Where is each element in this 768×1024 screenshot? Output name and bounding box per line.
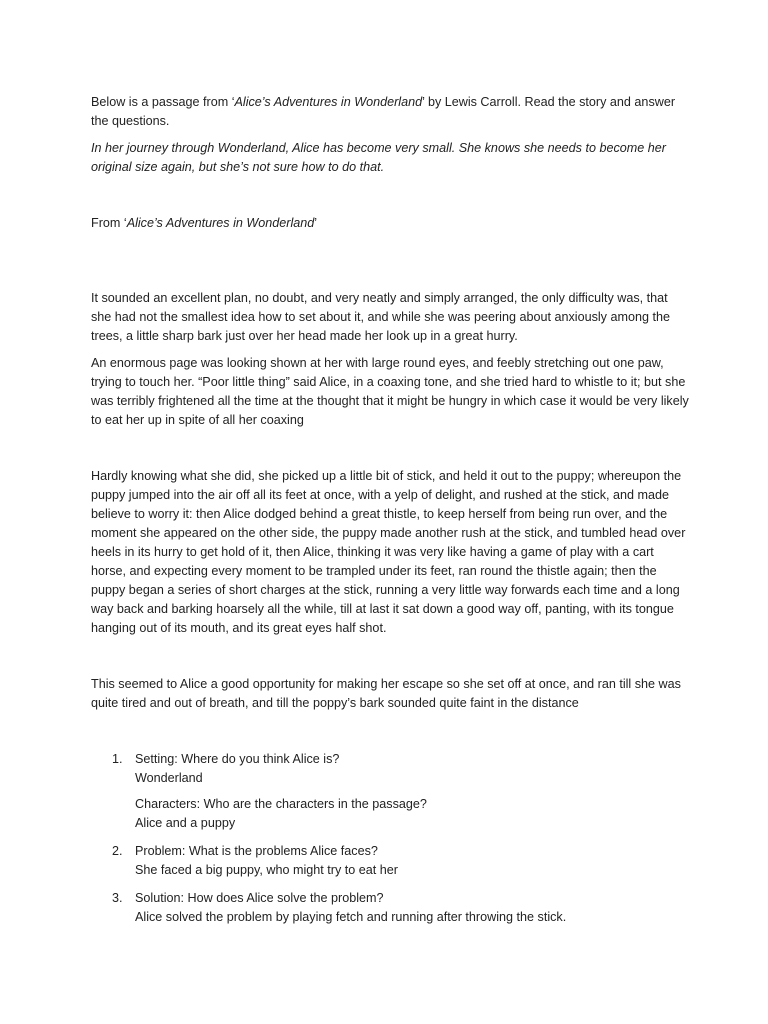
question-text: Solution: How does Alice solve the problem? — [135, 891, 384, 905]
answer-text: Wonderland — [135, 771, 203, 785]
question-text: Problem: What is the problems Alice faces? — [135, 844, 378, 858]
question-item-solution — [91, 889, 691, 927]
intro-suffix: ’ by Lewis Carroll. Read the story and answer the questions. — [91, 95, 676, 128]
question-item-problem — [91, 842, 691, 880]
from-suffix: ’ — [314, 216, 318, 230]
passage-paragraph-3: Hardly knowing what she did, she picked up a little bit of stick, and held it out to the puppy; whereupon the puppy jumped into the air off all its feet at once, with a yelp of delight, and rushed at the stick, and made believe to worry it: then Alice dodged behind a great thistle, to keep herself from being run over, and the moment she appeared on the other side, the puppy made another rush at the stick, and tumbled head over heels in its hurry to get hold of it, then Alice, thinking it was very like having a game of play with a cart horse, and expecting every moment to be trampled under its feet, ran round the thistle again; then the puppy began a series of short charges at the stick, running a very little way forwards each time and a long way back and barking hoarsely all the while, till at last it sat down a good way off, panting, with its tongue hanging out of its mouth, and its great eyes half shot. — [91, 469, 686, 635]
intro-paragraph — [91, 93, 691, 131]
passage-paragraph-4: This seemed to Alice a good opportunity for making her escape so she set off at once, and ran till she was quite tired and out of breath, and till the poppy’s bark sounded quite faint in the distance — [91, 677, 681, 710]
question-item-setting — [91, 750, 691, 788]
passage-paragraph-2: An enormous page was looking shown at her with large round eyes, and feebly stretching out one paw, trying to touch her. “Poor little thing” said Alice, in a coaxing tone, and she tried hard to whistle to it; but she was terribly frightened all the time at the thought that it might be hungry in which case it would be very likely to eat her up in spite of all her coaxing — [91, 356, 689, 427]
question-text: Setting: Where do you think Alice is? — [135, 752, 340, 766]
answer-text: Alice and a puppy — [135, 816, 236, 830]
context-paragraph: In her journey through Wonderland, Alice has become very small. She knows she needs to become her original size again, but she’s not sure how to do that. — [91, 141, 666, 174]
question-number: 2. — [112, 844, 123, 858]
from-prefix: From ‘ — [91, 216, 127, 230]
answer-text: She faced a big puppy, who might try to eat her — [135, 863, 398, 877]
intro-book-title: Alice’s Adventures in Wonderland — [234, 95, 423, 109]
question-item-characters — [91, 795, 691, 833]
question-number: 3. — [112, 891, 123, 905]
intro-prefix: Below is a passage from ‘ — [91, 95, 235, 109]
from-book-title: Alice’s Adventures in Wonderland — [126, 216, 315, 230]
answer-text: Alice solved the problem by playing fetch and running after throwing the stick. — [135, 910, 567, 924]
question-number: 1. — [112, 752, 123, 766]
questions-list — [91, 750, 691, 927]
from-line — [91, 214, 691, 233]
document-page — [91, 93, 691, 936]
passage-paragraph-1: It sounded an excellent plan, no doubt, and very neatly and simply arranged, the only difficulty was, that she had not the smallest idea how to set about it, and while she was peering about anxiously among the trees, a little sharp bark just over her head made her look up in a great hurry. — [91, 291, 670, 343]
question-text: Characters: Who are the characters in the passage? — [135, 797, 427, 811]
